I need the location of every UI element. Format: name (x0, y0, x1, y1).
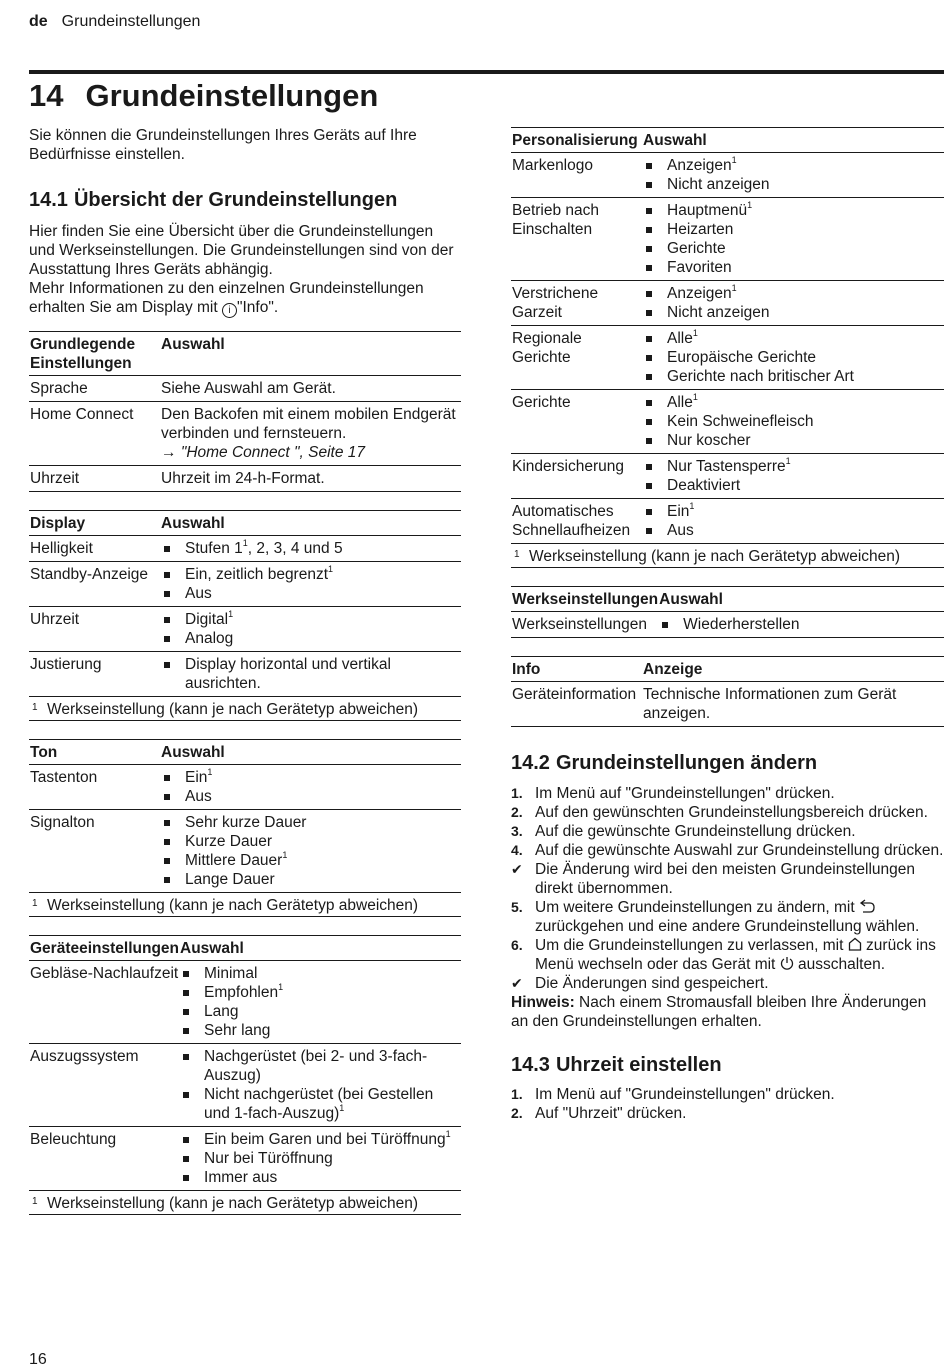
option-text: Empfohlen (204, 984, 279, 1001)
list-item: Kurze Dauer (161, 832, 461, 851)
setting-value (160, 536, 461, 562)
step-number: 2. (511, 804, 523, 820)
option-text: Hauptmenü (667, 202, 748, 219)
setting-value (179, 1127, 461, 1191)
table-header: Werkseinstellungen (512, 591, 659, 608)
list-item (643, 284, 944, 303)
list-item (511, 803, 944, 822)
list-item (180, 1130, 461, 1149)
footnote-ref: 1 (731, 155, 737, 165)
step-text: zurück ins Menü wechseln oder das Gerät mit (535, 937, 936, 973)
list-item: Aus (161, 584, 461, 603)
option-text: Alle (667, 330, 693, 347)
table-row (29, 810, 461, 893)
setting-value (642, 281, 944, 326)
footnote-ref: 1 (785, 456, 791, 466)
footnote-ref: 1 (228, 609, 234, 619)
setting-value (160, 402, 461, 466)
language-code: de (29, 13, 48, 30)
option-text: Anzeigen (667, 285, 732, 302)
list-item: Nicht anzeigen (643, 303, 944, 322)
step-text: Auf den gewünschten Grundeinstellungsbereich drücken. (535, 804, 928, 821)
list-item (511, 1085, 944, 1104)
table-header: Info (512, 661, 541, 678)
list-item: Lange Dauer (161, 870, 461, 889)
footnote-mark: 1 (514, 549, 520, 560)
intro-text: Sie können die Grundeinstellungen Ihres Geräts auf Ihre Bedürfnisse einstellen. (29, 127, 417, 163)
table-row (29, 961, 461, 1044)
step-text: Im Menü auf "Grundeinstellungen" drücken. (535, 785, 835, 802)
step-number: 5. (511, 899, 523, 915)
list-item (643, 502, 944, 521)
list-item (511, 841, 944, 860)
list-item: Wiederherstellen (659, 615, 944, 634)
setting-name: Regionale Gerichte (512, 330, 582, 366)
table-row (511, 326, 944, 390)
setting-name: Uhrzeit (30, 611, 80, 628)
setting-description: Den Backofen mit einem mobilen Endgerät verbinden und fernsteuern. (161, 406, 456, 442)
table-row (511, 454, 944, 499)
section-title: Grundeinstellungen ändern (555, 752, 818, 774)
table-header: Auswahl (659, 591, 723, 608)
setting-name: Markenlogo (512, 157, 593, 174)
table-row (511, 682, 944, 727)
list-item: Nur koscher (643, 431, 944, 450)
section-title: Übersicht der Grundeinstellungen (73, 189, 398, 211)
cross-reference-link[interactable] (161, 444, 365, 461)
table-header: Personalisierung (512, 132, 638, 149)
power-icon (780, 956, 794, 970)
section-number: 14.3 (511, 1054, 550, 1076)
overview-text: Hier finden Sie eine Übersicht über die Grundeinstellungen und Werkseinstellungen. Die Grundeinstellungen sind von der Ausstattung Ihres Geräts abhängig. (29, 223, 454, 278)
footnote-text: Werkseinstellung (kann je nach Gerätetyp abweichen) (47, 701, 419, 718)
list-item: Nur bei Türöffnung (180, 1149, 461, 1168)
list-item: Sehr lang (180, 1021, 461, 1040)
setting-name: Signalton (30, 814, 95, 831)
setting-value (179, 961, 461, 1044)
list-item (643, 393, 944, 412)
footnote-text: Werkseinstellung (kann je nach Gerätetyp abweichen) (47, 897, 419, 914)
list-item (643, 201, 944, 220)
list-item (161, 610, 461, 629)
setting-value (642, 198, 944, 281)
home-icon (848, 937, 862, 951)
footnote-ref: 1 (282, 850, 288, 860)
setting-value (160, 562, 461, 607)
table-row (29, 652, 461, 697)
step-text: Im Menü auf "Grundeinstellungen" drücken. (535, 1086, 835, 1103)
info-text-end: "Info". (236, 299, 279, 316)
footnote-ref: 1 (242, 538, 248, 548)
list-item: Minimal (180, 964, 461, 983)
result-text: Die Änderung wird bei den meisten Grundeinstellungen direkt übernommen. (535, 861, 915, 897)
footnote-text: Werkseinstellung (kann je nach Gerätetyp abweichen) (47, 1195, 419, 1212)
list-item: Analog (161, 629, 461, 648)
step-text: Auf die gewünschte Grundeinstellung drücken. (535, 823, 856, 840)
step-number: 1. (511, 785, 523, 801)
list-item: Lang (180, 1002, 461, 1021)
footnote-ref: 1 (692, 392, 698, 402)
step-text: Auf die gewünschte Auswahl zur Grundeinstellung drücken. (535, 842, 944, 859)
list-item (511, 822, 944, 841)
table-header: Auswahl (643, 132, 707, 149)
list-item: Immer aus (180, 1168, 461, 1187)
section-14-1-heading (29, 188, 461, 212)
table-row (29, 536, 461, 562)
footnote-mark: 1 (32, 898, 38, 909)
footnote-ref: 1 (339, 1103, 345, 1113)
right-column (511, 127, 944, 1123)
display-table (29, 510, 461, 697)
footnote-ref: 1 (689, 501, 695, 511)
setting-name: Sprache (30, 380, 88, 397)
setting-value (658, 612, 944, 638)
info-text (29, 279, 461, 318)
setting-value (642, 499, 944, 544)
table-row (511, 153, 944, 198)
step-text: Auf "Uhrzeit" drücken. (535, 1105, 687, 1122)
table-row (511, 612, 944, 638)
setting-value (160, 607, 461, 652)
basic-settings-table (29, 331, 461, 492)
list-item (643, 156, 944, 175)
footnote-mark: 1 (32, 702, 38, 713)
list-item: Sehr kurze Dauer (161, 813, 461, 832)
table-row (29, 402, 461, 466)
step-text: Um die Grundeinstellungen zu verlassen, mit (535, 937, 848, 954)
setting-name: Beleuchtung (30, 1131, 117, 1148)
option-text: Ein beim Garen und bei Türöffnung (204, 1131, 446, 1148)
list-item: Kein Schweinefleisch (643, 412, 944, 431)
step-number: 4. (511, 842, 523, 858)
left-column (29, 126, 461, 1215)
setting-value (642, 326, 944, 390)
set-time-steps (511, 1085, 944, 1123)
option-text: , 2, 3, 4 und 5 (247, 540, 343, 557)
checkmark-icon: ✔ (511, 861, 523, 877)
setting-name: Justierung (30, 656, 102, 673)
list-item (161, 851, 461, 870)
step-number: 1. (511, 1086, 523, 1102)
section-number: 14.1 (29, 189, 68, 211)
hint-label: Hinweis: (511, 994, 575, 1011)
factory-settings-table (511, 586, 944, 638)
setting-value (642, 153, 944, 198)
step-number: 6. (511, 937, 523, 953)
list-item: Gerichte (643, 239, 944, 258)
footnote-ref: 1 (207, 767, 213, 777)
list-item (643, 457, 944, 476)
table-footnote (511, 544, 944, 568)
setting-name: Kindersicherung (512, 458, 625, 475)
setting-name: Tastenton (30, 769, 98, 786)
footnote-ref: 1 (328, 564, 334, 574)
setting-value (160, 810, 461, 893)
setting-name: Gerichte (512, 394, 571, 411)
option-text: Stufen 1 (185, 540, 243, 557)
list-item (161, 539, 461, 558)
step-text: zurückgehen und eine andere Grundeinstellung wählen. (535, 918, 920, 935)
footnote-text: Werkseinstellung (kann je nach Gerätetyp abweichen) (529, 548, 901, 565)
option-text: Ein (667, 503, 690, 520)
hint-text: Nach einem Stromausfall bleiben Ihre Änderungen an den Grundeinstellungen erhalten. (511, 994, 927, 1030)
header-rule (29, 70, 944, 74)
info-text-start: Mehr Informationen zu den einzelnen Grundeinstellungen erhalten Sie am Display mit (29, 280, 424, 316)
step-number: 2. (511, 1105, 523, 1121)
list-item (511, 974, 944, 993)
list-item (511, 860, 944, 898)
checkmark-icon: ✔ (511, 975, 523, 991)
table-row (511, 499, 944, 544)
footnote-ref: 1 (445, 1129, 451, 1139)
info-table (511, 656, 944, 727)
table-header: Geräteeinstellungen (30, 940, 180, 957)
setting-name: Uhrzeit (30, 470, 80, 487)
setting-name: Verstrichene Garzeit (512, 285, 599, 321)
setting-name: Automatisches Schnellaufheizen (512, 503, 631, 539)
info-icon: i (222, 303, 237, 318)
table-header: Grundlegende Einstellungen (30, 336, 136, 372)
arrow-icon: → (161, 444, 177, 461)
step-text: Um weitere Grundeinstellungen zu ändern, mit (535, 899, 859, 916)
table-row (29, 562, 461, 607)
table-footnote (29, 697, 461, 721)
setting-name: Betrieb nach Einschalten (512, 202, 600, 238)
page-number: 16 (29, 1351, 47, 1368)
change-settings-steps (511, 784, 944, 993)
section-title: Uhrzeit einstellen (555, 1054, 722, 1076)
table-header: Auswahl (161, 336, 225, 353)
section-14-3-heading (511, 1053, 944, 1077)
hint-note (511, 993, 944, 1031)
personalization-table (511, 127, 944, 544)
setting-value (642, 390, 944, 454)
chapter-number: 14 (29, 78, 64, 113)
option-text: Nur Tastensperre (667, 458, 786, 475)
option-text: Digital (185, 611, 229, 628)
step-text: ausschalten. (793, 956, 886, 973)
table-header: Auswahl (161, 744, 225, 761)
list-item (161, 565, 461, 584)
table-row (29, 607, 461, 652)
table-row (511, 281, 944, 326)
footnote-ref: 1 (747, 200, 753, 210)
setting-name: Home Connect (30, 406, 134, 423)
option-text: Anzeigen (667, 157, 732, 174)
section-14-2-heading (511, 751, 944, 775)
list-item (180, 1085, 461, 1123)
list-item: Display horizontal und vertikal ausrichten. (161, 655, 461, 693)
table-row (511, 390, 944, 454)
table-footnote (29, 1191, 461, 1215)
chapter-title-text: Grundeinstellungen (85, 78, 379, 113)
list-item: Aus (161, 787, 461, 806)
table-row (29, 466, 461, 492)
setting-value (642, 454, 944, 499)
setting-name: Helligkeit (30, 540, 93, 557)
list-item: Aus (643, 521, 944, 540)
list-item: Nicht anzeigen (643, 175, 944, 194)
list-item: Deaktiviert (643, 476, 944, 495)
step-number: 3. (511, 823, 523, 839)
table-row (29, 376, 461, 402)
option-text: Mittlere Dauer (185, 852, 283, 869)
setting-name: Auszugssystem (30, 1048, 139, 1065)
setting-name: Geräteinformation (512, 686, 637, 703)
footnote-ref: 1 (692, 328, 698, 338)
option-text: Nicht nachgerüstet (bei Gestellen und 1-fach-Auszug) (204, 1086, 434, 1122)
sound-table (29, 739, 461, 893)
table-row (29, 1044, 461, 1127)
list-item: Heizarten (643, 220, 944, 239)
setting-value (160, 652, 461, 697)
back-arrow-icon (859, 899, 876, 913)
setting-name: Gebläse-Nachlaufzeit (30, 965, 179, 982)
list-item (511, 936, 944, 974)
setting-value: Technische Informationen zum Gerät anzeigen. (643, 686, 897, 722)
footnote-ref: 1 (731, 283, 737, 293)
option-text: Alle (667, 394, 693, 411)
list-item (180, 983, 461, 1002)
option-text: Ein (185, 769, 208, 786)
section-number: 14.2 (511, 752, 550, 774)
setting-name: Werkseinstellungen (512, 616, 647, 633)
setting-name: Standby-Anzeige (30, 566, 149, 583)
table-row (511, 198, 944, 281)
list-item (643, 329, 944, 348)
device-settings-table (29, 935, 461, 1191)
footnote-ref: 1 (278, 982, 284, 992)
footnote-mark: 1 (32, 1196, 38, 1207)
list-item (161, 768, 461, 787)
list-item: Europäische Gerichte (643, 348, 944, 367)
list-item: Nachgerüstet (bei 2- und 3-fach-Auszug) (180, 1047, 461, 1085)
cross-reference-text: "Home Connect ", Seite 17 (180, 444, 365, 461)
setting-value (160, 765, 461, 810)
table-header: Auswahl (161, 515, 225, 532)
option-text: Ein, zeitlich begrenzt (185, 566, 329, 583)
setting-value: Siehe Auswahl am Gerät. (161, 380, 336, 397)
result-text: Die Änderungen sind gespeichert. (535, 975, 769, 992)
setting-value: Uhrzeit im 24-h-Format. (161, 470, 325, 487)
table-header: Display (30, 515, 86, 532)
list-item (511, 1104, 944, 1123)
chapter-title (29, 78, 378, 114)
list-item: Favoriten (643, 258, 944, 277)
table-header: Ton (30, 744, 58, 761)
setting-value (179, 1044, 461, 1127)
table-header: Anzeige (643, 661, 703, 678)
table-row (29, 1127, 461, 1191)
list-item: Gerichte nach britischer Art (643, 367, 944, 386)
table-row (29, 765, 461, 810)
list-item (511, 784, 944, 803)
table-header: Auswahl (180, 940, 244, 957)
list-item (511, 898, 944, 936)
running-header (29, 12, 200, 31)
running-header-section: Grundeinstellungen (61, 13, 201, 30)
table-footnote (29, 893, 461, 917)
